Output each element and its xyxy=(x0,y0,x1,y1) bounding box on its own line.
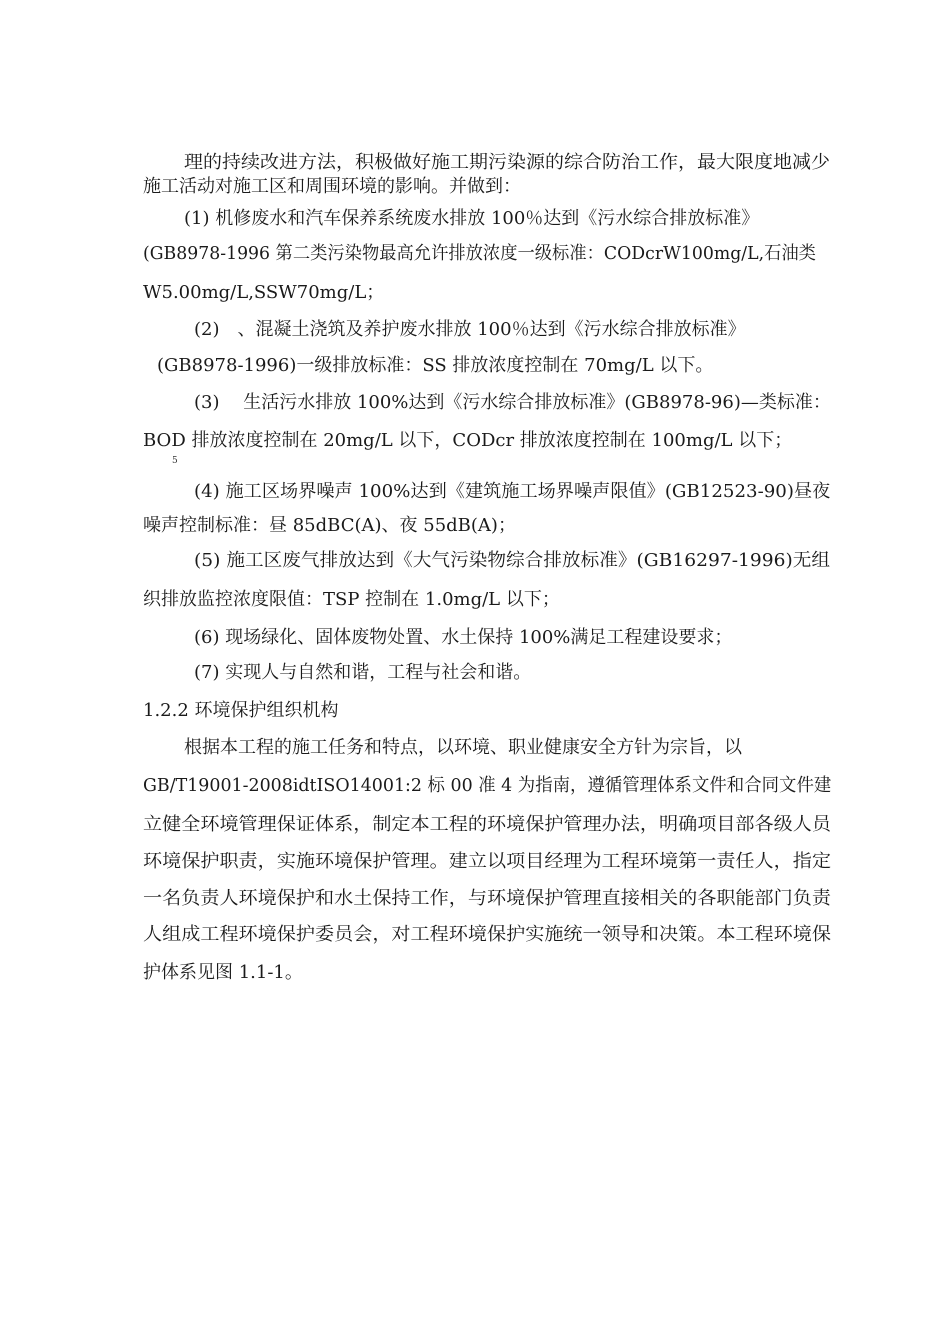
text-line: BOD 排放浓度控制在 20mg/L 以下，CODcr 排放浓度控制在 100mg/L 以下； xyxy=(143,430,793,451)
text-line: (GB8978-1996)一级排放标准：SS 排放浓度控制在 70mg/L 以下。 xyxy=(157,355,714,376)
page-note-number: 5 xyxy=(172,456,178,466)
text-line: 理的持续改进方法，积极做好施工期污染源的综合防治工作，最大限度地减少 xyxy=(184,152,831,173)
text-line: (GB8978-1996 第二类污染物最高允许排放浓度一级标准：CODcrW100mg/L,石油类 xyxy=(143,243,816,264)
text-line: (1) 机修废水和汽车保养系统废水排放 100％达到《污水综合排放标准》 xyxy=(184,208,760,229)
text-line: 根据本工程的施工任务和特点，以环境、职业健康安全方针为宗旨，以 xyxy=(184,737,742,758)
text-line: (3) 生活污水排放 100%达到《污水综合排放标准》(GB8978-96)—类标准： xyxy=(194,392,831,413)
text-line: 施工活动对施工区和周围环境的影响。并做到： xyxy=(143,176,521,197)
text-line: 人组成工程环境保护委员会，对工程环境保护实施统一领导和决策。本工程环境保 xyxy=(143,924,831,945)
text-line: (6) 现场绿化、固体废物处置、水土保持 100%满足工程建设要求； xyxy=(194,627,733,648)
text-line: W5.00mg/L,SSW70mg/L； xyxy=(143,282,385,303)
text-line: 噪声控制标准：昼 85dBC(A)、夜 55dB(A)； xyxy=(143,515,516,536)
text-line: (5) 施工区废气排放达到《大气污染物综合排放标准》(GB16297-1996)无组 xyxy=(194,550,831,571)
text-line: 立健全环境管理保证体系，制定本工程的环境保护管理办法，明确项目部各级人员 xyxy=(143,814,831,835)
text-line: 一名负责人环境保护和水土保持工作，与环境保护管理直接相关的各职能部门负责 xyxy=(143,888,831,909)
text-line: 护体系见图 1.1-1。 xyxy=(143,962,303,983)
section-heading: 1.2.2 环境保护组织机构 xyxy=(143,700,339,721)
text-line: 环境保护职责，实施环境保护管理。建立以项目经理为工程环境第一责任人，指定 xyxy=(143,851,831,872)
text-line: (2) 、混凝土浇筑及养护废水排放 100％达到《污水综合排放标准》 xyxy=(194,319,746,340)
text-line: GB/T19001-2008idtISO14001:2 标 00 准 4 为指南，遵循管理体系文件和合同文件建 xyxy=(143,775,832,796)
text-line: (7) 实现人与自然和谐，工程与社会和谐。 xyxy=(194,662,532,683)
text-line: 织排放监控浓度限值：TSP 控制在 1.0mg/L 以下； xyxy=(143,589,560,610)
text-line: (4) 施工区场界噪声 100%达到《建筑施工场界噪声限值》(GB12523-90)昼夜 xyxy=(194,481,831,502)
